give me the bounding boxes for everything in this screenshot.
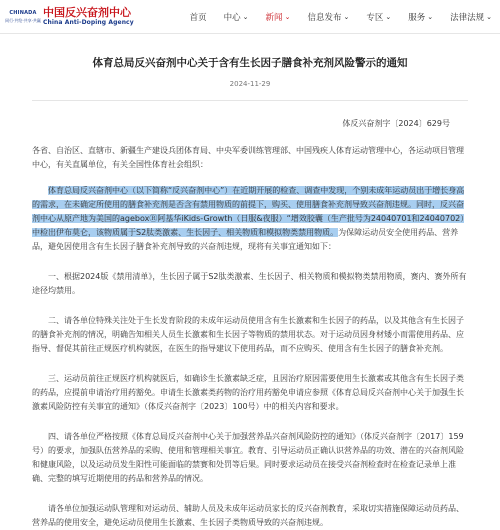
nav-item-news[interactable] xyxy=(266,11,291,23)
nav-label: 中心 xyxy=(223,12,241,23)
main-nav xyxy=(178,11,492,23)
intro-paragraph xyxy=(32,184,468,254)
nav-item-special[interactable] xyxy=(366,11,391,23)
nav-label: 法律法规 xyxy=(450,12,485,23)
nav-label: 专区 xyxy=(366,12,384,23)
addressees: 各省、自治区、直辖市、新疆生产建设兵团体育局、中央军委训练管理部、中国残疾人体育运动管理中心，各运动项目管理中心，有关直属单位，有关全国性体育社会组织： xyxy=(32,146,464,169)
nav-item-laws[interactable] xyxy=(450,11,492,23)
article-paragraph-3: 三、运动员前往正规医疗机构就医后，如确诊生长激素缺乏症，且因治疗原因需要使用生长激素或其他含有生长因子类的药品，应提前申请治疗用药豁免。申请生长激素类药物的治疗用药豁免申请应参照《体育总局反兴奋剂中心关于加强生长激素风险防控有关事宜的通知》（体反兴奋剂字〔2023〕100号）中的相关内容和要求。 xyxy=(32,374,464,411)
article-paragraph-5: 请各单位加强运动队管理和对运动员、辅助人员及未成年运动员家长的反兴奋剂教育，采取切实措施保障运动员药品、营养品的使用安全，避免运动员使用生长激素、生长因子类物质导致的兴奋剂违规。 xyxy=(32,504,464,527)
site-logo[interactable] xyxy=(5,5,178,29)
chinada-logo-mark xyxy=(5,5,41,29)
nav-item-service[interactable] xyxy=(408,11,433,23)
chevron-down-icon: ⌄ xyxy=(343,12,350,21)
intro-tail: 为保障运动员安全使用药品、营养品，避免因使用含有生长因子膳食补充剂导致的兴奋剂违规，现将有关事宜通知如下： xyxy=(32,228,459,251)
nav-item-center[interactable] xyxy=(224,11,249,23)
title-divider xyxy=(32,100,468,101)
nav-label: 服务 xyxy=(408,12,426,23)
chevron-down-icon: ⌄ xyxy=(385,12,392,21)
document-number: 体反兴奋剂字〔2024〕629号 xyxy=(342,119,450,128)
selected-text[interactable]: 体育总局反兴奋剂中心（以下简称“反兴奋剂中心”）在近期开展的检查、调查中发现，个别未成年运动员出于增长身高的需求，在未确定所使用的膳食补充剂是否含有禁用物质的前提下，购买、使用膳食补充剂导致兴奋剂违规。同时，反兴奋剂中心从原产地为美国的ageboxⓇ阿基华iKids-Growth（日服&夜服）“增效胶囊（生产批号为24040701和24040702）中检出伊布莫仑，该物质属于S2肽类激素、生长因子、相关物质和模拟物类禁用物质。 xyxy=(32,186,465,237)
logo-title-en: China Anti-Doping Agency xyxy=(43,18,134,26)
logo-title-cn: 中国反兴奋剂中心 xyxy=(43,5,131,19)
nav-label: 信息发布 xyxy=(307,12,342,23)
logo-mark-text: CHINADA xyxy=(9,9,37,16)
chevron-down-icon: ⌄ xyxy=(284,12,291,21)
nav-label: 新闻 xyxy=(265,12,283,23)
article-title: 体育总局反兴奋剂中心关于含有生长因子膳食补充剂风险警示的通知 xyxy=(92,57,408,69)
logo-tagline: 同行·共绘·共享·共赢 xyxy=(5,17,41,23)
chevron-down-icon: ⌄ xyxy=(486,12,492,21)
chevron-down-icon: ⌄ xyxy=(242,12,249,21)
article-paragraph-1: 一、根据2024版《禁用清单》，生长因子属于S2肽类激素、生长因子、相关物质和模拟物类禁用物质，赛内、赛外所有途径均禁用。 xyxy=(32,272,467,295)
nav-label: 首页 xyxy=(189,12,207,23)
site-header xyxy=(0,0,500,34)
article-date: 2024-11-29 xyxy=(229,80,271,88)
article xyxy=(0,56,500,530)
chevron-down-icon: ⌄ xyxy=(427,12,434,21)
article-paragraph-4: 四、请各单位严格按照《体育总局反兴奋剂中心关于加强营养品兴奋剂风险防控的通知》（体反兴奋剂字〔2017〕159号）的要求，加强队伍营养品的采购、使用和管理相关事宜。教育、引导运动员正确认识营养品的功效、潜在的兴奋剂风险和健康风险，以及运动员发生阳性可能面临的禁赛和处罚等后果。同时要求运动员在接受兴奋剂检查时在检查记录单上准确、完整的填写近期使用的药品和营养品的情况。 xyxy=(32,432,464,483)
logo-text xyxy=(43,7,134,27)
article-paragraph-2: 二、请各单位特殊关注处于生长发育阶段的未成年运动员使用含有生长激素和生长因子的药品，以及其他含有生长因子的膳食补充剂的情况，明确告知相关人员生长激素和生长因子等物质的禁用状态。对于运动员因身材矮小而需使用药品、应指导、督促其前往正规医疗机构就医，在医生的指导建议下使用药品，而不应购买、使用含有生长因子的膳食补充剂。 xyxy=(32,316,464,353)
nav-item-home[interactable] xyxy=(190,11,207,23)
nav-item-info-release[interactable] xyxy=(307,11,349,23)
